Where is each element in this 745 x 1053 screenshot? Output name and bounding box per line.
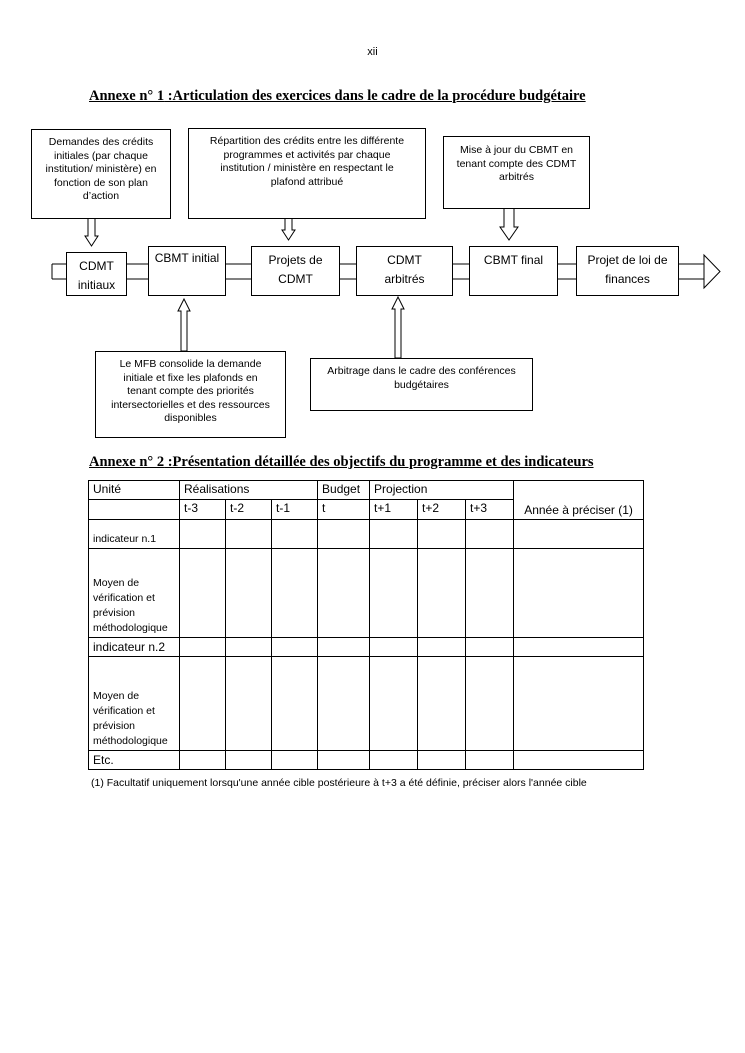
row-label-etc: Etc. — [89, 751, 180, 770]
subheader-year: t+2 — [418, 500, 466, 520]
indicators-table — [88, 480, 644, 770]
subheader-year: t — [318, 500, 370, 520]
box-line: Demandes des crédits — [48, 136, 154, 148]
subheader-empty — [89, 500, 180, 520]
box-line: Répartition des crédits entre les différente — [209, 135, 405, 147]
row-label-verification-1: Moyen de vérification et prévision méthodologique — [89, 549, 180, 638]
flow-step-line: initiaux — [77, 278, 116, 292]
annex1-title-text: :Articulation des exercices dans le cadre de la procédure budgétaire — [164, 88, 586, 104]
table-header-row — [89, 481, 644, 500]
up-arrow-1 — [178, 299, 190, 351]
header-projection: Projection — [370, 481, 514, 500]
page-number: xii — [367, 46, 378, 58]
table-row — [89, 549, 644, 638]
header-year-to-specify: Année à préciser (1) — [514, 481, 644, 520]
table-row — [89, 520, 644, 549]
box-line: d’action — [82, 190, 120, 202]
header-unit: Unité — [89, 481, 180, 500]
box-line: Mise à jour du CBMT en — [459, 144, 574, 156]
header-realisations: Réalisations — [180, 481, 318, 500]
box-line: tenant compte des priorités — [127, 385, 254, 397]
row-label-verification-2: Moyen de vérification et prévision méthodologique — [89, 657, 180, 751]
flow-step-line: CDMT — [79, 259, 114, 273]
box-line: Arbitrage dans le cadre des conférences — [327, 365, 516, 377]
annex2-title — [89, 454, 594, 471]
flow-step-line: Projets de — [268, 253, 323, 267]
flow-step-projets-cdmt — [251, 246, 340, 296]
flow-step-cdmt-arbitres — [356, 246, 453, 296]
flow-step-line: CDMT — [387, 253, 422, 267]
bottom-box-mfb-consolidation — [95, 351, 286, 438]
bottom-box-arbitrage — [310, 358, 533, 411]
box-line: plafond attribué — [270, 175, 344, 188]
flow-step-line: finances — [605, 272, 650, 286]
down-arrow-2 — [282, 218, 295, 240]
annex1-label: Annexe n° 1 — [89, 88, 165, 104]
flow-step-cbmt-final — [469, 246, 558, 296]
table-row — [89, 638, 644, 657]
subheader-year: t-3 — [180, 500, 226, 520]
top-box-credit-allocation — [188, 128, 426, 219]
box-line: disponibles — [164, 412, 217, 424]
box-line: initiales (par chaque — [54, 149, 148, 162]
box-line: arbitrés — [498, 171, 534, 183]
flow-step-line: CBMT final — [483, 253, 544, 267]
flow-arrow-head — [704, 255, 720, 288]
annex2-title-text: :Présentation détaillée des objectifs du programme et des indicateurs — [164, 454, 594, 470]
box-line: programmes et activités par chaque — [223, 148, 391, 161]
down-arrow-3 — [500, 208, 518, 240]
flow-step-line: Projet de loi de — [587, 253, 668, 267]
row-label-indicator-2: indicateur n.2 — [89, 638, 180, 657]
flow-step-cbmt-initial — [148, 246, 226, 296]
subheader-year: t-2 — [226, 500, 272, 520]
top-box-cbmt-update — [443, 136, 590, 209]
subheader-year: t+1 — [370, 500, 418, 520]
box-line: budgétaires — [394, 378, 449, 391]
table-row — [89, 657, 644, 751]
table-row — [89, 751, 644, 770]
top-box-credit-requests — [31, 129, 171, 219]
box-line: institution/ ministère) en — [45, 163, 157, 175]
flow-step-projet-loi-finances — [576, 246, 679, 296]
flow-step-cdmt-initiaux — [66, 252, 127, 296]
flow-step-line: CDMT — [278, 272, 313, 286]
annex2-label: Annexe n° 2 — [89, 454, 165, 470]
box-line: intersectorielles et des ressources — [111, 398, 270, 411]
header-budget: Budget — [318, 481, 370, 500]
subheader-year: t-1 — [272, 500, 318, 520]
flow-step-line: arbitrés — [384, 272, 425, 286]
box-line: institution / ministère en respectant le — [220, 162, 394, 174]
down-arrow-1 — [85, 218, 98, 246]
flow-step-line: CBMT initial — [154, 251, 220, 265]
subheader-year: t+3 — [466, 500, 514, 520]
row-label-indicator-1: indicateur n.1 — [89, 520, 180, 549]
box-line: initiale et fixe les plafonds en — [123, 371, 258, 384]
box-line: Le MFB consolide la demande — [119, 358, 262, 370]
table-footnote: (1) Facultatif uniquement lorsqu'une année cible postérieure à t+3 a été définie, préciser alors l'année cible — [91, 777, 587, 789]
up-arrow-2 — [392, 297, 404, 358]
box-line: tenant compte des CDMT — [456, 157, 577, 170]
box-line: fonction de son plan — [54, 176, 148, 189]
